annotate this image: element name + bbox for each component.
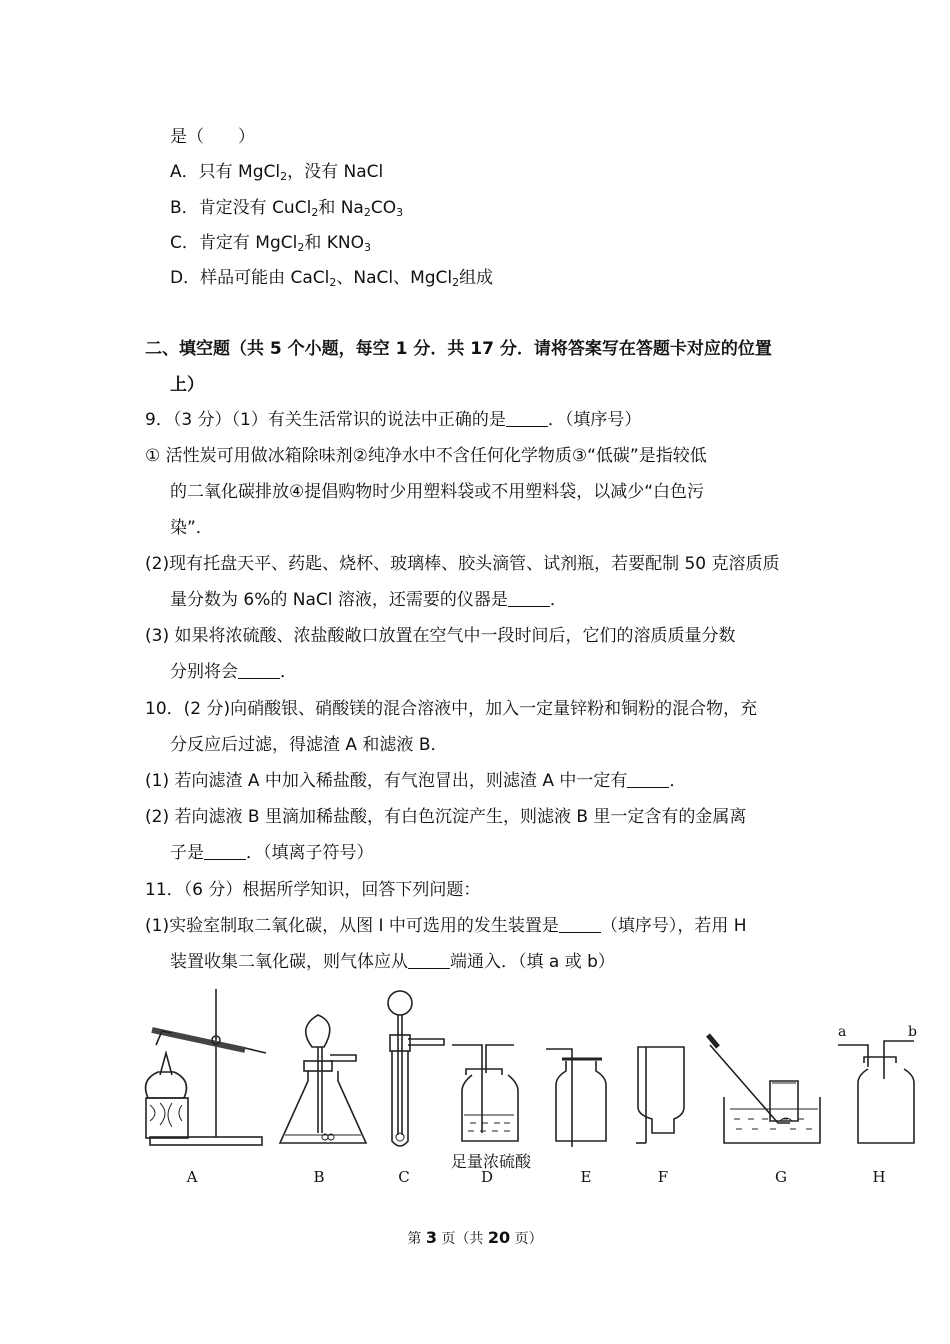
answer-blank — [408, 951, 450, 969]
label-e: E — [580, 1168, 592, 1186]
label-g: G — [775, 1168, 787, 1186]
q8-option-d: D．样品可能由 CaCl$_2$、NaCl、MgCl$_2$组成 — [170, 268, 494, 289]
q10-line-1: 10．(2 分)向硝酸银、硝酸镁的混合溶液中，加入一定量锌粉和铜粉的混合物，充 — [145, 699, 758, 719]
label-f: F — [657, 1168, 669, 1186]
q11-line-1: 11．（6 分）根据所学知识，回答下列问题： — [145, 880, 481, 900]
apparatus-e — [546, 1049, 606, 1147]
apparatus-f — [636, 1047, 684, 1143]
answer-blank — [204, 842, 246, 860]
q8-stem-tail: 是（ ） — [170, 127, 255, 147]
answer-blank — [508, 589, 550, 607]
q9-line-4: 染”． — [170, 518, 213, 538]
apparatus-d — [452, 1045, 518, 1141]
q10-line-5: 子是 ．（填离子符号） — [170, 843, 374, 863]
q9-line-2: ① 活性炭可用做冰箱除味剂②纯净水中不含任何化学物质③“低碳”是指较低 — [145, 446, 707, 466]
q9-line-8: 分别将会 ． — [170, 662, 297, 682]
q11-line-2: (1)实验室制取二氧化碳，从图 I 中可选用的发生装置是 （填序号），若用 H — [145, 916, 747, 936]
apparatus-h — [838, 1041, 914, 1143]
q10-line-2: 分反应后过滤，得滤渣 A 和滤液 B． — [170, 735, 448, 755]
apparatus-g — [708, 1035, 820, 1143]
page-footer: 第 3 页（共 20 页） — [407, 1228, 543, 1247]
apparatus-b — [280, 1015, 366, 1143]
section2-heading-cont: 上） — [170, 375, 204, 395]
label-c: C — [398, 1168, 410, 1186]
q8-option-a: A．只有 MgCl$_2$，没有 NaCl — [170, 162, 384, 183]
answer-blank — [506, 409, 548, 427]
q10-line-4: (2) 若向滤液 B 里滴加稀盐酸，有白色沉淀产生，则滤液 B 里一定含有的金属离 — [145, 807, 747, 827]
label-d: D — [480, 1168, 494, 1186]
label-a: A — [186, 1168, 198, 1186]
q9-line-7: (3) 如果将浓硫酸、浓盐酸敞口放置在空气中一段时间后，它们的溶质质量分数 — [145, 626, 736, 646]
apparatus-c — [388, 991, 444, 1146]
q10-line-3: (1) 若向滤渣 A 中加入稀盐酸，有气泡冒出，则滤渣 A 中一定有 ． — [145, 771, 687, 791]
apparatus-a — [146, 989, 266, 1145]
q8-option-b: B．肯定没有 CuCl$_2$和 $Na_2CO_3$ — [170, 198, 404, 219]
q9-line-5: (2)现有托盘天平、药匙、烧杯、玻璃棒、胶头滴管、试剂瓶，若要配制 50 克溶质质 — [145, 554, 780, 574]
answer-blank — [238, 661, 280, 679]
q9-line-3: 的二氧化碳排放④提倡购物时少用塑料袋或不用塑料袋，以减少“白色污 — [170, 482, 705, 502]
answer-blank — [627, 770, 669, 788]
d-caption: 足量浓硫酸 — [451, 1152, 532, 1171]
q9-line-6: 量分数为 6%的 NaCl 溶液，还需要的仪器是 ． — [170, 590, 567, 610]
label-b: B — [313, 1168, 325, 1186]
q9-line-1: 9．（3 分）（1）有关生活常识的说法中正确的是 ．（填序号） — [145, 410, 642, 430]
page-total: 20 — [487, 1228, 511, 1247]
q11-line-3: 装置收集二氧化碳，则气体应从 端通入．（填 a 或 b） — [170, 952, 615, 972]
port-b-label: b — [908, 1024, 917, 1040]
answer-blank — [559, 915, 601, 933]
q8-option-c: C．肯定有 MgCl$_2$和 $KNO_3$ — [170, 233, 371, 254]
label-h: H — [872, 1168, 886, 1186]
page-number: 3 — [425, 1228, 437, 1247]
port-a-label: a — [838, 1024, 847, 1040]
section2-heading: 二、填空题（共 5 个小题，每空 1 分．共 17 分．请将答案写在答题卡对应的位置 — [145, 339, 772, 359]
